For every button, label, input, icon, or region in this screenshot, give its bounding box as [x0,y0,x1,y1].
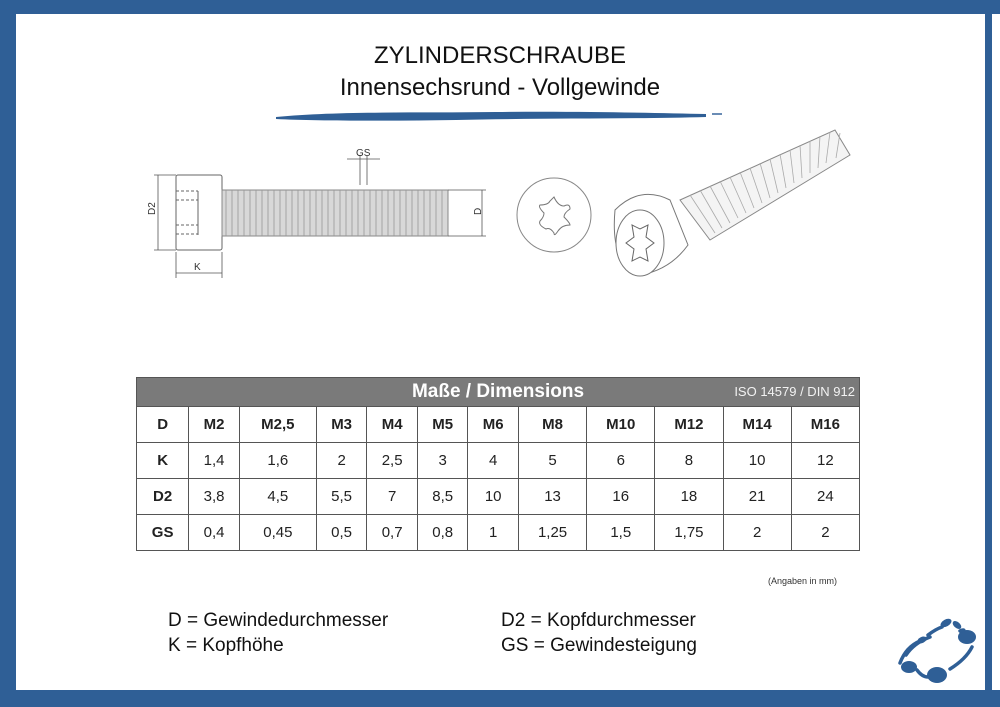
table-cell: 4 [468,443,519,479]
table-row [137,443,860,479]
table-cell: 1,25 [518,515,586,551]
table-cell: 3,8 [189,479,240,515]
table-cell: 1 [468,515,519,551]
legend-d2: D2 = Kopfdurchmesser [501,610,696,631]
table-cell: 5 [518,443,586,479]
row-label: D2 [137,479,189,515]
table-cell: 0,5 [316,515,367,551]
table-cell: M8 [518,407,586,443]
table-cell: 0,45 [239,515,316,551]
table-cell: 1,4 [189,443,240,479]
table-cell: M4 [367,407,418,443]
table-cell: M2,5 [239,407,316,443]
table-cell: 1,75 [655,515,723,551]
svg-text:D2: D2 [147,202,158,215]
table-title-bar [137,378,860,407]
row-label: K [137,443,189,479]
table-cell: M16 [791,407,859,443]
dimensions-table [136,377,860,551]
brush-stroke-underline [276,107,726,123]
table-cell: 24 [791,479,859,515]
frame-border-bottom [0,690,1000,707]
legend-gs: GS = Gewindesteigung [501,635,697,656]
screw-3d-view [610,125,860,295]
table-cell: 4,5 [239,479,316,515]
table-cell: 0,7 [367,515,418,551]
table-cell: 2 [791,515,859,551]
table-cell: 21 [723,479,791,515]
screw-side-view-drawing [140,140,500,280]
table-cell: 18 [655,479,723,515]
table-cell: 10 [468,479,519,515]
table-cell: 0,4 [189,515,240,551]
svg-text:GS: GS [356,148,371,159]
table-cell: 0,8 [417,515,468,551]
table-cell: 5,5 [316,479,367,515]
svg-text:K: K [194,262,201,273]
svg-text:D: D [473,207,484,215]
table-cell: 16 [587,479,655,515]
table-cell: 7 [367,479,418,515]
table-cell: M12 [655,407,723,443]
table-cell: 3 [417,443,468,479]
table-cell: 8,5 [417,479,468,515]
table-row [137,515,860,551]
table-header-row [137,407,860,443]
table-cell: 1,6 [239,443,316,479]
screw-head-top-view [514,175,594,255]
table-cell: 2,5 [367,443,418,479]
table-cell: 8 [655,443,723,479]
table-cell: M10 [587,407,655,443]
units-note: (Angaben in mm) [768,576,838,586]
table-cell: 13 [518,479,586,515]
table-cell: M5 [417,407,468,443]
table-cell: M14 [723,407,791,443]
row-label: GS [137,515,189,551]
page-title: ZYLINDERSCHRAUBE [373,42,627,69]
table-cell: 10 [723,443,791,479]
frame-border-top [0,0,1000,14]
table-standard: ISO 14579 / DIN 912 [734,384,855,399]
page-subtitle: Innensechsrund - Vollgewinde [339,74,661,101]
frame-border-right [985,0,992,707]
table-cell: M3 [316,407,367,443]
table-cell: 2 [316,443,367,479]
brand-logo-icon [892,615,987,690]
table-cell: 1,5 [587,515,655,551]
table-title: Maße / Dimensions [411,381,585,402]
table-cell: 12 [791,443,859,479]
row-label: D [137,407,189,443]
table-row [137,479,860,515]
frame-border-left [0,0,16,707]
table-cell: 2 [723,515,791,551]
table-cell: M6 [468,407,519,443]
table-cell: 6 [587,443,655,479]
legend-k: K = Kopfhöhe [168,635,284,656]
legend-d: D = Gewindedurchmesser [168,610,389,631]
table-cell: M2 [189,407,240,443]
